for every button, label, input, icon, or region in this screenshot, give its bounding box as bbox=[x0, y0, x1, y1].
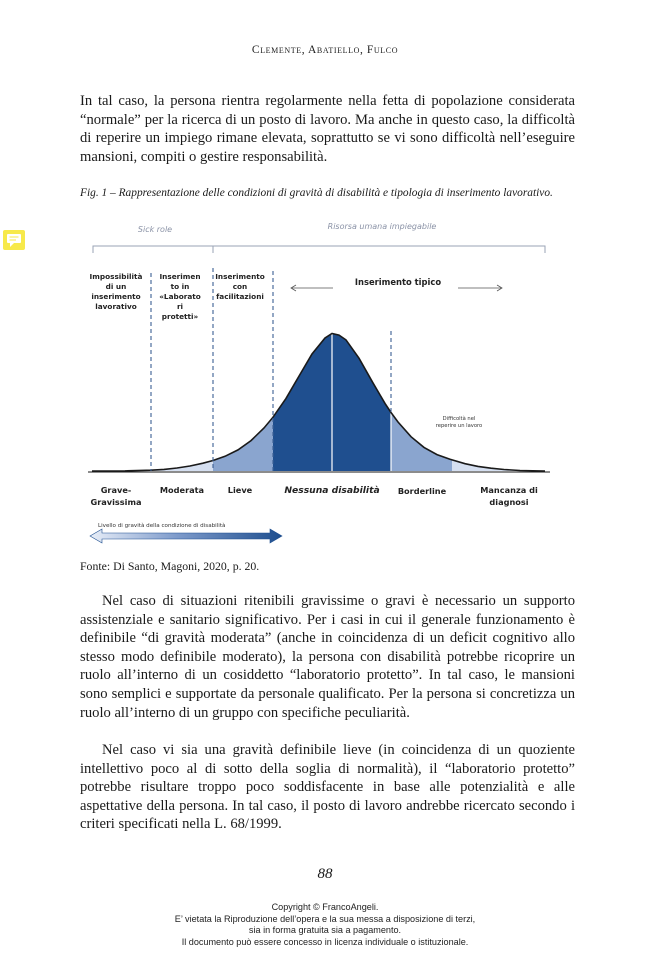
copyright-line-4: Il documento può essere concesso in licenza individuale o istituzionale. bbox=[181, 936, 469, 947]
label-difficolta-1: Difficoltà nel bbox=[442, 416, 476, 422]
comment-icon[interactable] bbox=[3, 230, 25, 250]
severity-arrow bbox=[90, 529, 282, 543]
label-impossibilita-2: di un bbox=[105, 282, 127, 291]
figure-source: Fonte: Di Santo, Magoni, 2020, p. 20. bbox=[80, 559, 260, 573]
body-paragraph-2: Nel caso vi sia una gravità definibile lieve (in coincidenza di un quoziente intellettivo poco al di sotto della soglia di normalità), il “laboratorio protetto” potrebbe risultare troppo poco soddisfacente in base alle potenzialità e alle aspettative della persona. In tal caso, il posto di lavoro andrebbe ricercato secondo i criteri specificati nella L. 68/1999. bbox=[80, 742, 575, 833]
arrow-label: Livello di gravità della condizione di disabilità bbox=[98, 523, 226, 529]
label-facilitazioni-3: facilitazioni bbox=[216, 292, 264, 301]
label-impossibilita-3: inserimento bbox=[91, 292, 141, 301]
sick-role-label: Sick role bbox=[137, 225, 173, 234]
copyright-line-3: sia in forma gratuita sia a pagamento. bbox=[248, 925, 402, 936]
label-mancanza-2: diagnosi bbox=[489, 497, 529, 507]
risorsa-label: Risorsa umana impiegabile bbox=[327, 222, 437, 231]
label-laboratori-3: «Laborato bbox=[159, 292, 201, 301]
label-moderata: Moderata bbox=[159, 485, 205, 495]
running-head: Clemente, Abatiello, Fulco bbox=[251, 44, 399, 56]
page-number: 88 bbox=[317, 866, 333, 882]
body-paragraph-1: Nel caso di situazioni ritenibili gravissime o gravi è necessario un supporto assistenziale e sanitario significativo. Per i casi in cui il generale funzionamento è definibile “di gravità moderata” (anche in coincidenza di un deficit cognitivo allo stesso modo definibile moderato), la persona con disabilità potrebbe ricoprire un ruolo all’interno di un cosiddetto “laboratorio protetto”. In tal caso, le mansioni sono semplici e supportate da personale qualificato. Per la persona si concretizza un ruolo all’interno di un gruppo con specifiche peculiarità. bbox=[80, 593, 575, 721]
label-grave-1: Grave- bbox=[100, 485, 132, 495]
copyright-line-2: E’ vietata la Riproduzione dell’opera e la sua messa a disposizione di terzi, bbox=[174, 913, 476, 924]
label-lieve: Lieve bbox=[227, 485, 253, 495]
label-laboratori-2: to in bbox=[170, 282, 190, 291]
label-facilitazioni-1: Inserimento bbox=[215, 272, 265, 281]
figure-caption: Fig. 1 – Rappresentazione delle condizioni di gravità di disabilità e tipologia di inserimento lavorativo. bbox=[80, 187, 553, 199]
label-borderline: Borderline bbox=[397, 486, 447, 496]
label-difficolta-2: reperire un lavoro bbox=[435, 423, 483, 429]
label-laboratori-4: ri bbox=[176, 302, 184, 311]
intro-paragraph: In tal caso, la persona rientra regolarmente nella fetta di popolazione considerata “normale” per la ricerca di un posto di lavoro. Ma anche in questo caso, la difficoltà di reperire un impiego rimane elevata, soprattutto se vi sono difficoltà nell’eseguire mansioni, compiti o gestire responsabilità. bbox=[80, 93, 575, 165]
label-laboratori-1: Inserimen bbox=[159, 272, 201, 281]
disability-figure bbox=[80, 213, 575, 553]
label-laboratori-5: protetti» bbox=[161, 312, 199, 321]
label-grave-2: Gravissima bbox=[90, 497, 142, 507]
sick-role-bracket bbox=[93, 246, 213, 253]
label-nessuna: Nessuna disabilità bbox=[284, 485, 380, 496]
label-impossibilita-4: lavorativo bbox=[95, 302, 137, 311]
label-inserimento-tipico: Inserimento tipico bbox=[354, 277, 442, 287]
copyright-notice bbox=[0, 902, 650, 948]
copyright-line-1: Copyright © FrancoAngeli. bbox=[271, 902, 379, 912]
label-impossibilita-1: Impossibilità bbox=[89, 272, 143, 281]
label-facilitazioni-2: con bbox=[232, 282, 248, 291]
label-mancanza-1: Mancanza di bbox=[480, 485, 538, 495]
region-lieve bbox=[213, 417, 273, 471]
risorsa-bracket bbox=[213, 246, 545, 253]
